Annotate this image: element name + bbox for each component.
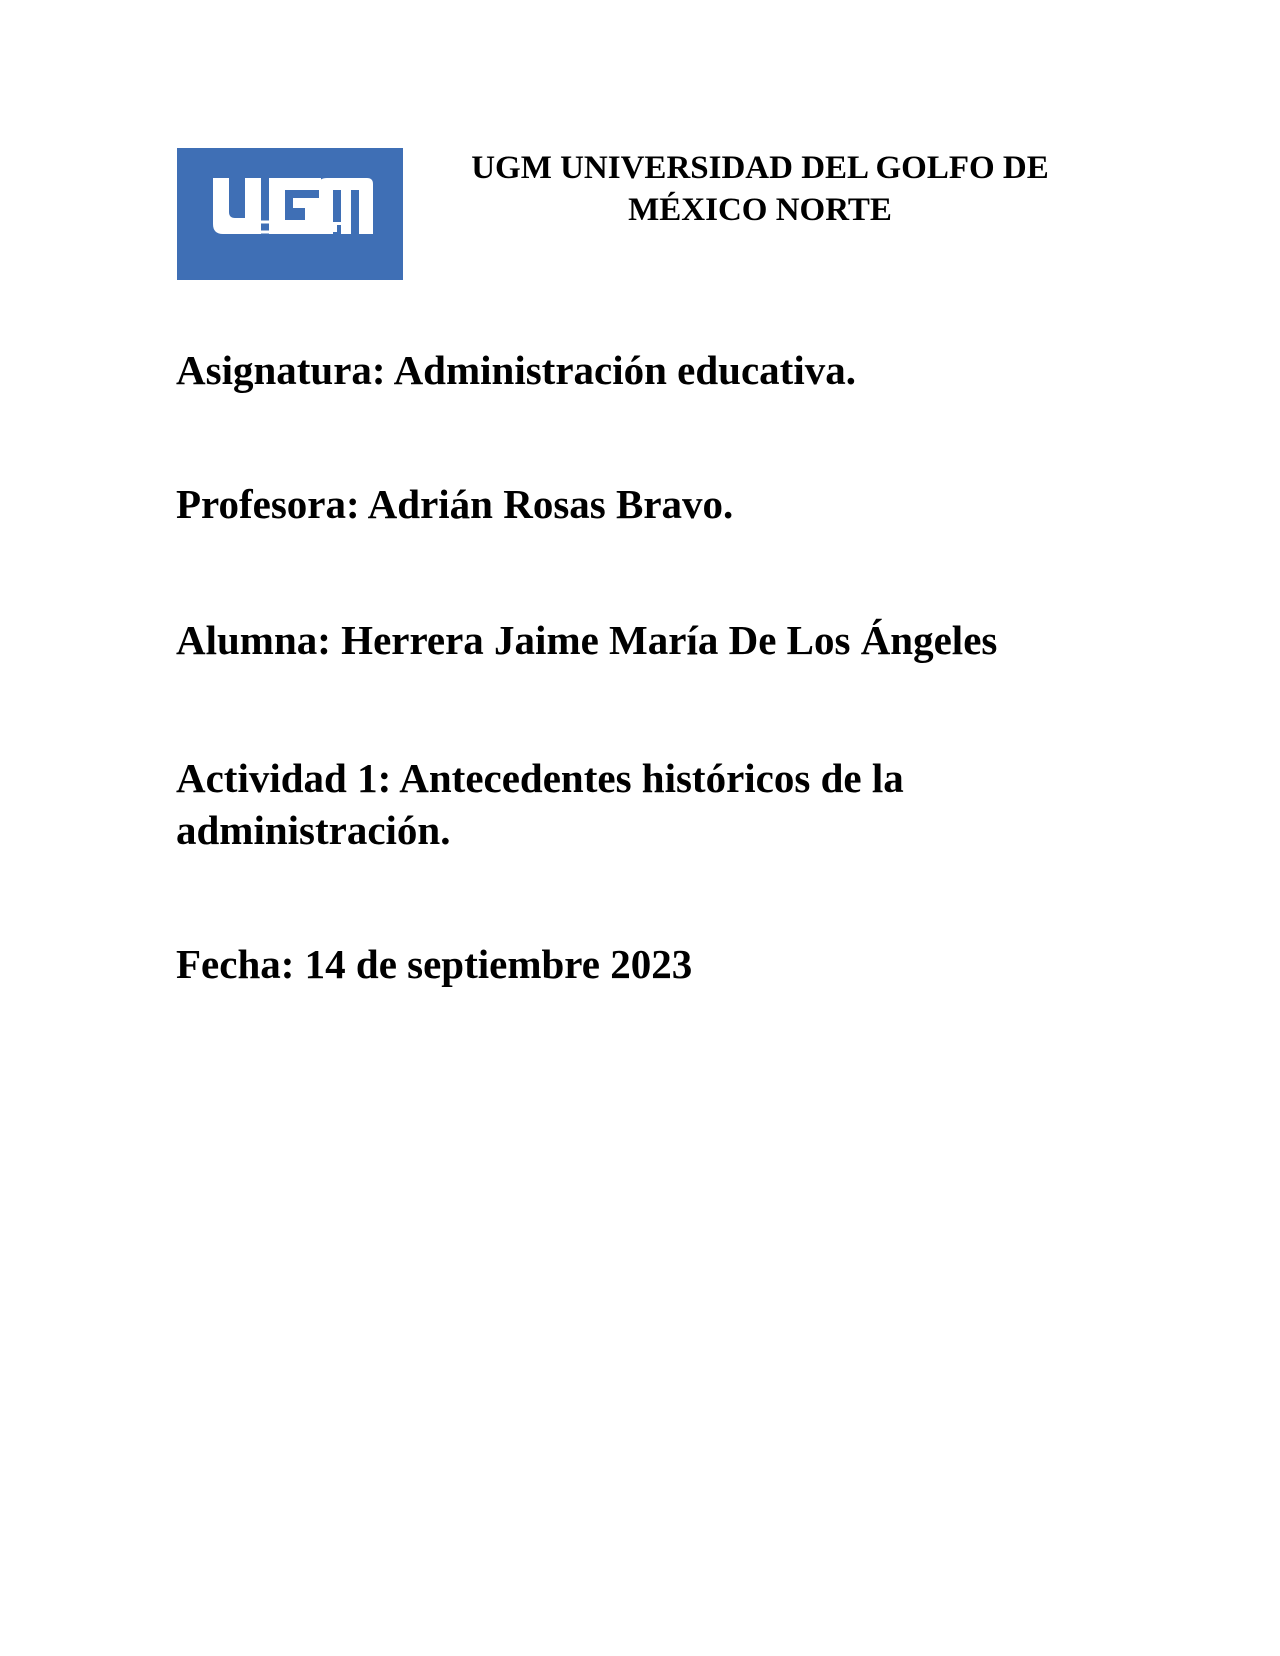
- ugm-logo-icon: [177, 148, 403, 280]
- field-actividad-label: Actividad 1 :: [176, 755, 399, 801]
- field-profesora: [176, 478, 1156, 530]
- field-alumna-label: Alumna :: [176, 617, 341, 663]
- field-asignatura-value: Administración educativa.: [393, 347, 856, 393]
- field-alumna: [176, 614, 1156, 666]
- field-asignatura-label: Asignatura :: [176, 347, 394, 393]
- field-profesora-label: Profesora :: [176, 481, 368, 527]
- field-fecha-value: 14 de septiembre 2023: [304, 941, 693, 987]
- field-profesora-value: Adrián Rosas Bravo.: [367, 481, 734, 527]
- university-title-line2: MÉXICO NORTE: [628, 192, 892, 228]
- university-title-line1: UGM UNIVERSIDAD DEL GOLFO DE: [471, 150, 1049, 186]
- field-actividad: [176, 752, 1076, 856]
- field-actividad-value: Antecedentes históricos de la administración.: [176, 755, 904, 853]
- field-asignatura: [176, 344, 1156, 396]
- field-fecha: [176, 938, 1156, 990]
- field-fecha-label: Fecha :: [176, 941, 305, 987]
- ugm-norte-logo: [177, 148, 403, 280]
- university-title: [440, 147, 1080, 231]
- field-alumna-value: Herrera Jaime María De Los Ángeles: [341, 617, 998, 663]
